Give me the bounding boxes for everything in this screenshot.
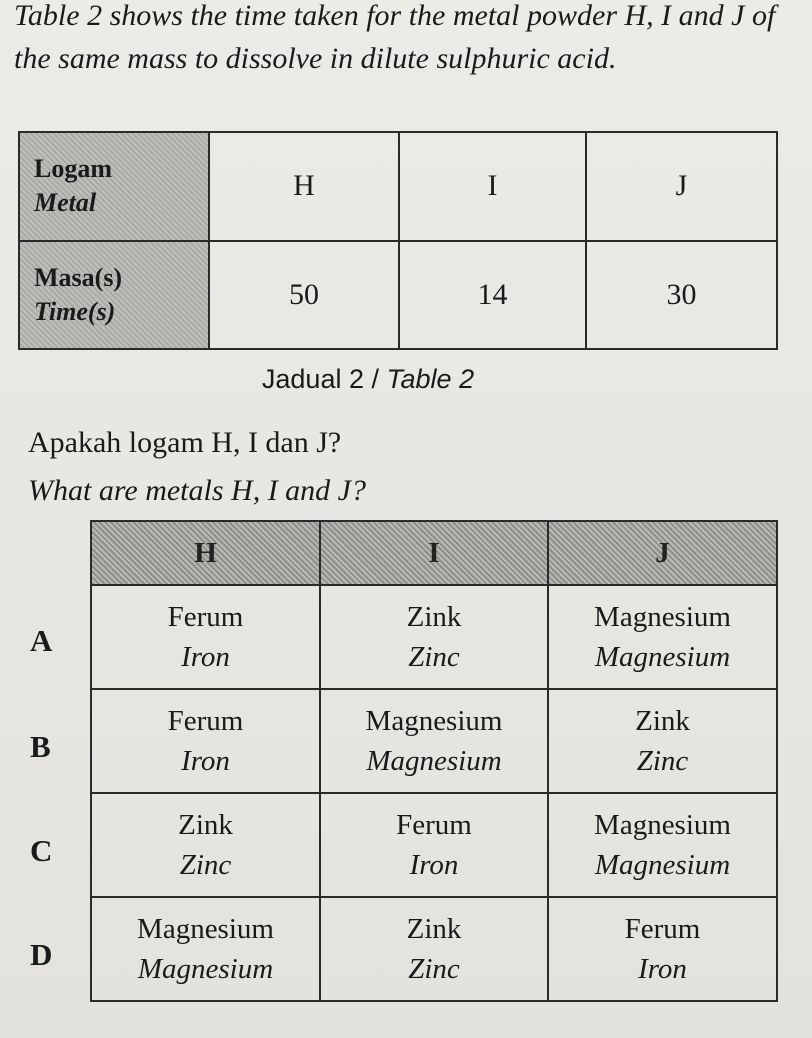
question-ms: Apakah logam H, I dan J? <box>28 426 342 459</box>
row-label-en: Time(s) <box>34 296 116 326</box>
option-cell <box>548 689 777 793</box>
metal-name-ms: Ferum <box>167 601 244 633</box>
option-cell <box>320 585 548 689</box>
table-row <box>19 132 777 241</box>
header-label-ms: Logam <box>34 154 112 184</box>
header-cell-time <box>19 241 209 350</box>
option-cell <box>91 585 320 689</box>
metal-name-ms: Zink <box>406 601 462 633</box>
header-cell-metal <box>19 132 209 241</box>
metal-name-ms: Ferum <box>167 705 244 737</box>
question <box>28 423 366 511</box>
metal-name-ms: Magnesium <box>594 601 731 633</box>
option-cell <box>320 897 548 1001</box>
options-header-j: J <box>548 521 777 585</box>
metal-name-ms: Zink <box>178 809 233 841</box>
metal-i-cell: I <box>399 132 586 241</box>
metal-name-ms: Ferum <box>396 809 472 841</box>
table-2 <box>18 131 778 350</box>
table-caption <box>0 364 736 395</box>
option-row-c[interactable] <box>91 793 777 897</box>
option-row-a[interactable] <box>91 585 777 689</box>
caption-ms: Jadual 2 <box>261 364 364 394</box>
question-en: What are metals H, I and J? <box>28 474 366 507</box>
metal-name-en: Iron <box>181 745 230 777</box>
option-row-b[interactable] <box>91 689 777 793</box>
option-cell <box>548 585 777 689</box>
metal-name-ms: Zink <box>635 705 690 737</box>
metal-name-en: Zinc <box>636 745 689 777</box>
options-table <box>90 520 778 1002</box>
option-cell <box>320 689 548 793</box>
intro-text: Table 2 shows the time taken for the metal powder H, I and J of the same mass to dissolve in dilute sulphuric acid. <box>14 0 776 75</box>
metal-name-en: Iron <box>638 953 687 985</box>
time-i-cell: 14 <box>399 241 586 350</box>
metal-name-en: Magnesium <box>137 953 274 985</box>
caption-separator: / <box>363 364 387 394</box>
option-cell <box>548 793 777 897</box>
row-label-ms: Masa(s) <box>34 262 123 292</box>
option-cell <box>91 897 320 1001</box>
metal-j-cell: J <box>586 132 777 241</box>
option-cell <box>320 793 548 897</box>
metal-name-en: Zinc <box>408 953 460 985</box>
options-header-i: I <box>320 521 548 585</box>
metal-name-en: Iron <box>409 849 459 881</box>
header-label-en: Metal <box>34 188 97 218</box>
metal-name-ms: Magnesium <box>365 705 503 737</box>
options-header-h: H <box>91 521 320 585</box>
option-letter-d[interactable]: D <box>30 937 53 972</box>
metal-name-ms: Zink <box>406 913 462 945</box>
time-j-cell: 30 <box>586 241 777 350</box>
metal-name-ms: Magnesium <box>594 809 731 841</box>
metal-name-en: Magnesium <box>594 641 731 673</box>
option-cell <box>91 793 320 897</box>
time-h-cell: 50 <box>209 241 399 350</box>
option-letter-a[interactable]: A <box>30 623 53 658</box>
metal-name-ms: Magnesium <box>137 913 274 945</box>
option-row-d[interactable] <box>91 897 777 1001</box>
caption-en: Table 2 <box>386 364 475 394</box>
option-letter-b[interactable]: B <box>30 729 51 764</box>
metal-name-en: Zinc <box>408 641 460 673</box>
option-letter-c[interactable]: C <box>30 833 53 868</box>
metal-h-cell: H <box>209 132 399 241</box>
metal-name-en: Zinc <box>179 849 232 881</box>
options-header-row <box>91 521 777 585</box>
table-row <box>19 241 777 350</box>
metal-name-en: Iron <box>181 641 230 673</box>
metal-name-en: Magnesium <box>594 849 731 881</box>
option-cell <box>548 897 777 1001</box>
metal-name-en: Magnesium <box>366 745 502 777</box>
metal-name-ms: Ferum <box>624 913 701 945</box>
option-cell <box>91 689 320 793</box>
